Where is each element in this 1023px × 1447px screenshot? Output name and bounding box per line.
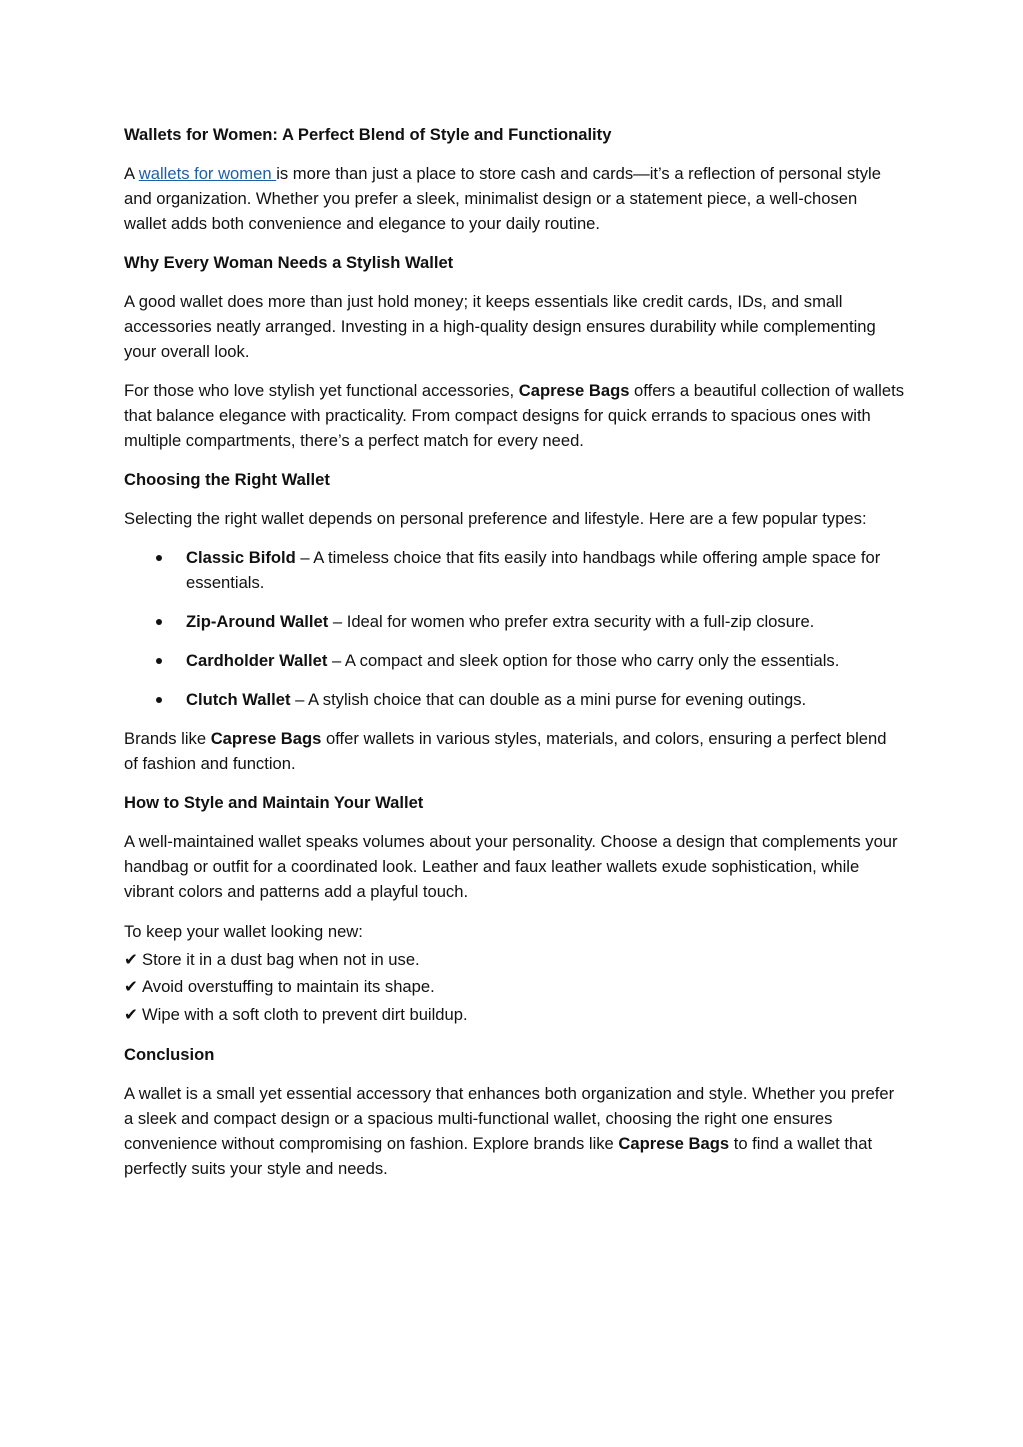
wallet-type-desc: – A timeless choice that fits easily into handbags while offering ample space for essentials.: [186, 548, 881, 592]
style-paragraph: A well-maintained wallet speaks volumes about your personality. Choose a design that complements your handbag or outfit for a coordinated look. Leather and faux leather wallets exude sophistication, while vibrant colors and patterns add a playful touch.: [124, 832, 898, 901]
check-icon: ✔: [124, 977, 138, 996]
wallet-type-name: Classic Bifold: [186, 548, 296, 567]
intro-rest: is more than just a place to store cash and cards—it’s a reflection of personal style and organization. Whether you prefer a sleek, minimalist design or a statement piece, a well-chosen wallet adds both convenience and elegance to your daily routine.: [124, 164, 881, 233]
conclusion-rest: to find a wallet that perfectly suits your style and needs.: [124, 1134, 873, 1178]
checklist-item-text: Store it in a dust bag when not in use.: [142, 949, 420, 969]
intro-prefix: A: [124, 164, 139, 183]
bullet-icon: [156, 658, 162, 664]
list-item: [124, 687, 904, 712]
checklist-intro: To keep your wallet looking new:: [124, 922, 363, 941]
checklist-item-text: Avoid overstuffing to maintain its shape.: [142, 977, 435, 996]
checklist-item: [124, 1001, 904, 1029]
brand-name: Caprese Bags: [210, 729, 322, 748]
wallet-type-desc: – A compact and sleek option for those who carry only the essentials.: [327, 651, 840, 670]
bullet-icon: [156, 619, 162, 625]
bullet-icon: [156, 697, 162, 703]
check-icon: ✔: [124, 1004, 138, 1024]
why-p2-prefix: For those who love stylish yet functional accessories,: [124, 381, 519, 400]
wallet-type-name: Clutch Wallet: [186, 690, 291, 709]
wallet-type-desc: – A stylish choice that can double as a mini purse for evening outings.: [290, 690, 807, 709]
wallet-type-desc: – Ideal for women who prefer extra security with a full-zip closure.: [328, 612, 815, 631]
list-item: [124, 609, 904, 634]
section-heading-why: Why Every Woman Needs a Stylish Wallet: [124, 253, 454, 272]
wallet-type-name: Zip-Around Wallet: [186, 612, 329, 631]
brands-paragraph: [124, 726, 904, 776]
bullet-icon: [156, 555, 162, 561]
brands-prefix: Brands like: [124, 729, 211, 748]
conclusion-paragraph: [124, 1081, 904, 1181]
section-heading-conclusion: Conclusion: [124, 1045, 215, 1064]
conclusion-prefix: A wallet is a small yet essential accessory that enhances both organization and style. Whether you prefer a sleek and compact design or a spacious multi-functional wallet, choosing the right one ensures convenience without compromising on fashion. Explore brands like: [124, 1084, 895, 1153]
brand-name: Caprese Bags: [618, 1134, 730, 1153]
wallet-types-list: [124, 545, 904, 712]
why-p2-rest: offers a beautiful collection of wallets that balance elegance with practicality. From compact designs for quick errands to spacious ones with multiple compartments, there’s a perfect match for every need.: [124, 381, 905, 450]
section-heading-choosing: Choosing the Right Wallet: [124, 470, 330, 489]
checklist-item: [124, 946, 904, 974]
intro-paragraph: [124, 161, 904, 236]
choosing-intro: Selecting the right wallet depends on personal preference and lifestyle. Here are a few popular types:: [124, 509, 867, 528]
why-paragraph-1: A good wallet does more than just hold money; it keeps essentials like credit cards, IDs, and small accessories neatly arranged. Investing in a high-quality design ensures durability while complementing your overall look.: [124, 292, 876, 361]
list-item: [124, 648, 904, 673]
brand-name: Caprese Bags: [518, 381, 630, 400]
wallet-type-name: Cardholder Wallet: [186, 651, 328, 670]
document-title: Wallets for Women: A Perfect Blend of Style and Functionality: [124, 125, 612, 144]
why-paragraph-2: [124, 378, 904, 453]
check-icon: ✔: [124, 949, 138, 969]
document-page: [124, 122, 904, 1195]
checklist-item-text: Wipe with a soft cloth to prevent dirt buildup.: [142, 1004, 468, 1024]
list-item: [124, 545, 904, 595]
maintenance-checklist: [124, 918, 904, 1028]
section-heading-style: How to Style and Maintain Your Wallet: [124, 793, 424, 812]
brands-rest: offer wallets in various styles, materials, and colors, ensuring a perfect blend of fashion and function.: [124, 729, 887, 773]
checklist-item: [124, 973, 904, 1001]
wallets-for-women-link[interactable]: wallets for women: [138, 164, 277, 183]
